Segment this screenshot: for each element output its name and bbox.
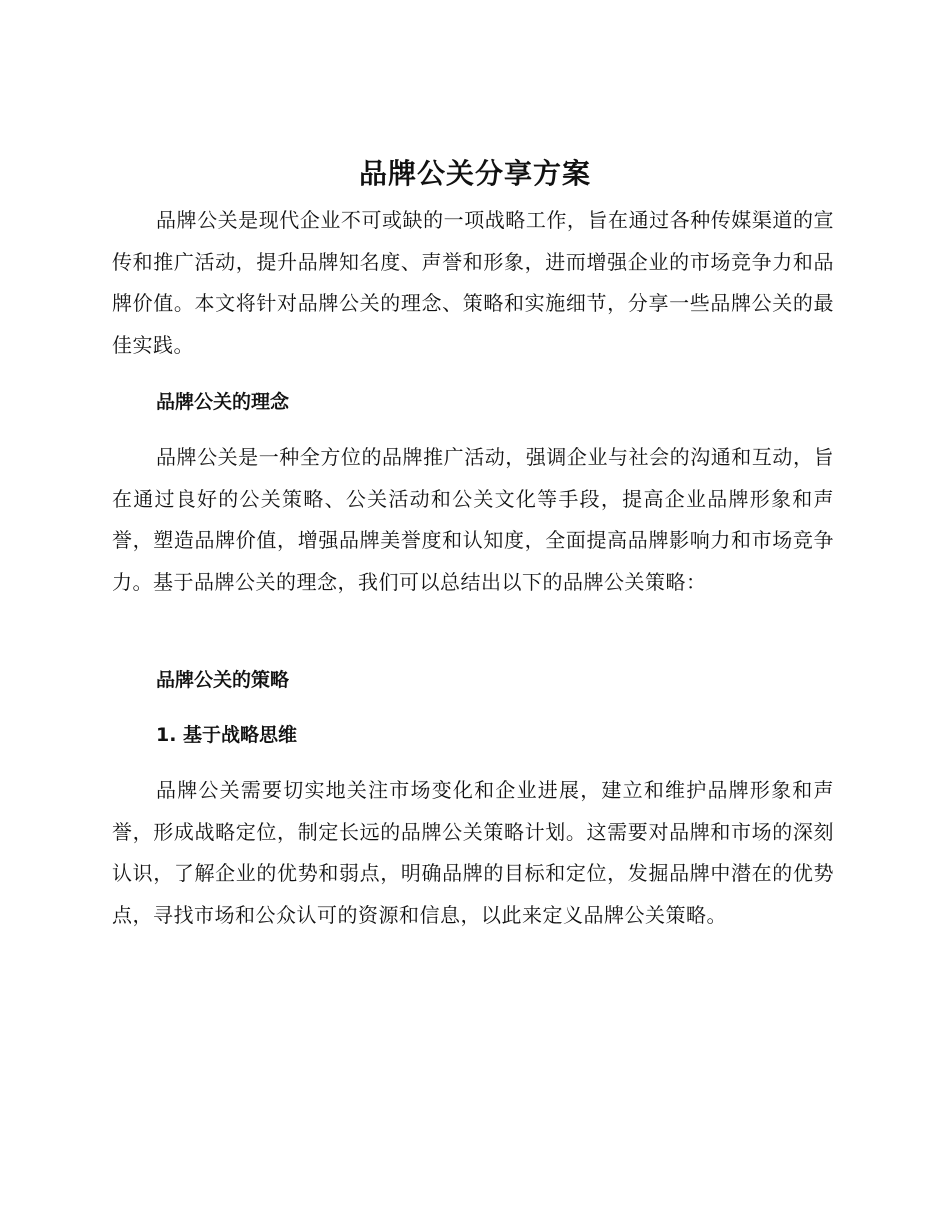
section-heading-strategy: 品牌公关的策略 [156, 669, 290, 691]
section-paragraph-concept: 品牌公关是一种全方位的品牌推广活动，强调企业与社会的沟通和互动，旨在通过良好的公关策略、公关活动和公关文化等手段，提高企业品牌形象和声誉，塑造品牌价值，增强品牌美誉度和认知度，全面提高品牌影响力和市场竞争力。基于品牌公关的理念，我们可以总结出以下的品牌公关策略： [112, 445, 834, 594]
subsection-heading-strategic-thinking: 1. 基于战略思维 [156, 724, 298, 746]
section-heading-concept: 品牌公关的理念 [156, 391, 290, 413]
intro-paragraph: 品牌公关是现代企业不可或缺的一项战略工作，旨在通过各种传媒渠道的宣传和推广活动，提升品牌知名度、声誉和形象，进而增强企业的市场竞争力和品牌价值。本文将针对品牌公关的理念、策略和实施细节，分享一些品牌公关的最佳实践。 [112, 208, 834, 357]
subsection-paragraph-strategic-thinking: 品牌公关需要切实地关注市场变化和企业进展，建立和维护品牌形象和声誉，形成战略定位，制定长远的品牌公关策略计划。这需要对品牌和市场的深刻认识，了解企业的优势和弱点，明确品牌的目标和定位，发掘品牌中潜在的优势点，寻找市场和公众认可的资源和信息，以此来定义品牌公关策略。 [112, 778, 834, 927]
document-title: 品牌公关分享方案 [358, 157, 591, 190]
